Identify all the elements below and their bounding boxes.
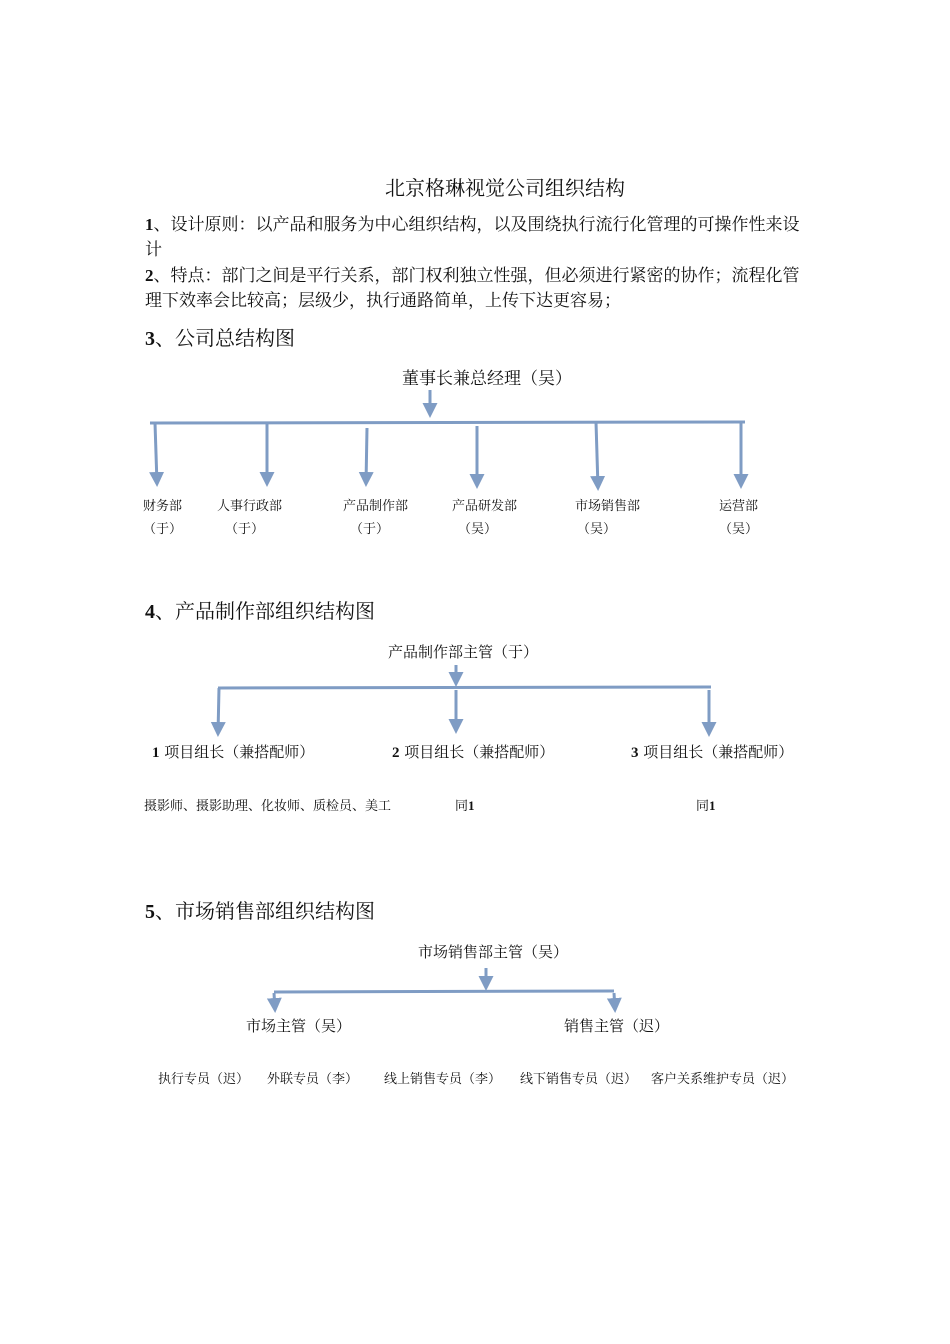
item-number: 1 [145,215,154,234]
design-principle-text: 、设计原则：以产品和服务为中心组织结构，以及围绕执行流行化管理的可操作性来设计 [145,215,800,260]
team-1-staff: 摄影师、摄影助理、化妆师、质检员、美工 [144,799,392,814]
connector-arrow [366,428,367,484]
org-node-production-manager: 产品制作部主管（于） [388,643,539,661]
staff-offline-sales: 线下销售专员（迟） [520,1072,638,1087]
dept-operations-head: （吴） [719,522,759,537]
dept-production-head: （于） [350,522,390,537]
same-as-number: 1 [709,798,716,813]
dept-rnd-head: （吴） [458,522,498,537]
dept-hr-admin-head: （于） [225,522,265,537]
lead-label: 项目组长（兼搭配师） [164,743,315,761]
section-heading-text: 、公司总结构图 [155,326,295,350]
features-text: 、特点：部门之间是平行关系，部门权利独立性强，但必须进行紧密的协作；流程化管理下效率会比较高；层级少，执行通路简单，上传下达更容易； [145,266,800,311]
section-heading-text: 、市场销售部组织结构图 [155,899,375,923]
lead-number: 2 [392,745,400,761]
connector-arrow [274,993,275,1010]
connector-arrow [596,422,598,488]
staff-online-sales: 线上销售专员（李） [384,1072,502,1087]
dept-finance-head: （于） [143,522,183,537]
same-as-number: 1 [468,798,475,813]
dept-finance: 财务部 [143,499,183,514]
staff-execution: 执行专员（迟） [158,1072,250,1087]
lead-label: 项目组长（兼搭配师） [643,743,794,761]
section-heading-text: 、产品制作部组织结构图 [155,599,375,623]
connector-bar [218,687,711,688]
connector-bar [274,991,614,992]
lead-label: 项目组长（兼搭配师） [404,743,555,761]
dept-rnd: 产品研发部 [452,499,518,514]
section-number: 4 [145,601,155,623]
page-title: 北京格琳视觉公司组织结构 [385,176,625,200]
item-number: 2 [145,266,154,285]
dept-marketing-sales: 市场销售部 [575,499,641,514]
staff-liaison: 外联专员（李） [267,1072,359,1087]
staff-customer-relations: 客户关系维护专员（迟） [651,1072,795,1087]
lead-number: 3 [631,745,639,761]
dept-operations: 运营部 [719,499,759,514]
connector-arrow [614,993,615,1010]
dept-production: 产品制作部 [343,499,409,514]
same-as-text: 同 [455,799,469,814]
dept-marketing-sales-head: （吴） [577,522,617,537]
connector-bar [150,422,745,423]
section-number: 5 [145,901,155,923]
org-node-marketing-supervisor: 市场主管（吴） [246,1017,352,1035]
org-node-sales-supervisor: 销售主管（迟） [564,1017,670,1035]
dept-hr-admin: 人事行政部 [217,499,283,514]
org-node-marketing-sales-manager: 市场销售部主管（吴） [418,943,569,961]
lead-number: 1 [152,745,160,761]
connector-arrow [155,423,157,484]
connector-arrow [218,688,219,734]
same-as-text: 同 [696,799,710,814]
org-node-chairman: 董事长兼总经理（吴） [402,369,572,389]
section-number: 3 [145,328,155,350]
